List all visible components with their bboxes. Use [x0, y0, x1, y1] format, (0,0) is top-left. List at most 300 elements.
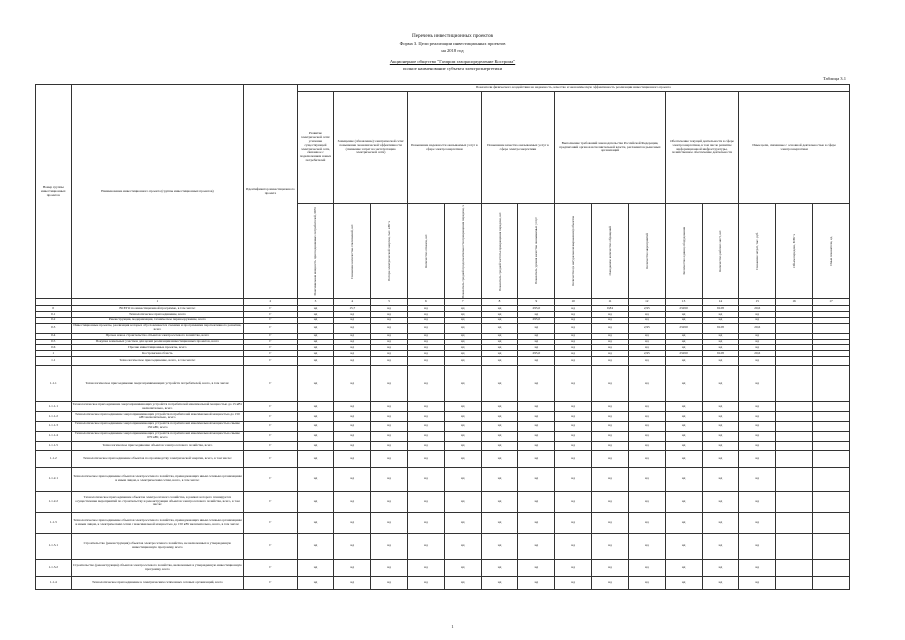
row-name: Покупка земельных участков для целей реализации инвестиционных проектов, всего	[71, 339, 244, 345]
value-cell	[776, 431, 813, 441]
row-id: Г	[244, 323, 297, 333]
value-cell: нд	[628, 533, 665, 559]
value-cell: нд	[371, 402, 408, 412]
value-cell: нд	[628, 441, 665, 450]
value-cell: нд	[481, 412, 518, 422]
value-cell: 295,0	[518, 317, 555, 323]
row-number: 0.6	[36, 345, 72, 351]
value-cell: нд	[481, 576, 518, 589]
value-cell	[776, 512, 813, 533]
sub-header	[702, 204, 739, 299]
value-cell: нд	[481, 431, 518, 441]
value-cell: нд	[518, 323, 555, 333]
value-cell: нд	[297, 317, 334, 323]
value-cell: нд	[665, 357, 702, 366]
value-cell: нд	[297, 306, 334, 312]
value-cell: нд	[297, 357, 334, 366]
row-name: Технологическое присоединение к электрическим сетям иных сетевых организаций, всего	[71, 576, 244, 589]
value-cell: нд	[555, 312, 592, 318]
value-cell: нд	[408, 366, 445, 402]
value-cell: нд	[371, 467, 408, 491]
value-cell: нд	[739, 533, 776, 559]
sub-header-label: Количество мероприятий	[644, 233, 649, 269]
column-number: 5	[371, 299, 408, 306]
value-cell: нд	[665, 345, 702, 351]
row-id: Г	[244, 339, 297, 345]
row-number: 1.1.4	[36, 576, 72, 589]
value-cell: нд	[665, 317, 702, 323]
value-cell: нд	[371, 512, 408, 533]
value-cell: нд	[481, 559, 518, 576]
value-cell: нд	[334, 576, 371, 589]
table-row	[36, 421, 850, 431]
form-subtitle: Форма 3. Цели реализации инвестиционных проектов	[399, 41, 506, 46]
value-cell: нд	[592, 366, 629, 402]
value-cell: нд	[444, 559, 481, 576]
value-cell: нд	[408, 559, 445, 576]
value-cell: нд	[408, 467, 445, 491]
sub-header-label: Иные показатели, ед.	[828, 236, 833, 266]
value-cell: нд	[628, 317, 665, 323]
value-cell: нд	[702, 345, 739, 351]
value-cell: нд	[371, 366, 408, 402]
value-cell: 2,95	[628, 351, 665, 357]
row-id: Г	[244, 412, 297, 422]
value-cell: нд	[592, 312, 629, 318]
value-cell: нд	[481, 366, 518, 402]
value-cell: нд	[665, 366, 702, 402]
value-cell: нд	[297, 345, 334, 351]
value-cell: нд	[334, 323, 371, 333]
value-cell: нд	[555, 317, 592, 323]
value-cell: нд	[408, 317, 445, 323]
value-cell: нд	[555, 412, 592, 422]
value-cell: нд	[555, 512, 592, 533]
investment-table	[35, 84, 850, 590]
value-cell: нд	[297, 351, 334, 357]
row-name: Технологическое присоединение объектов по производству электрической энергии, всего, в том числе:	[71, 450, 244, 467]
sub-header	[371, 204, 408, 299]
value-cell	[812, 441, 849, 450]
value-cell: нд	[628, 576, 665, 589]
column-number: 9	[518, 299, 555, 306]
value-cell: нд	[481, 467, 518, 491]
value-cell: нд	[481, 351, 518, 357]
value-cell: нд	[739, 345, 776, 351]
value-cell	[812, 512, 849, 533]
value-cell: нд	[592, 333, 629, 339]
value-cell: нд	[628, 491, 665, 512]
value-cell: нд	[555, 431, 592, 441]
row-number: 1.1.3	[36, 512, 72, 533]
value-cell: нд	[481, 441, 518, 450]
row-id: Г	[244, 312, 297, 318]
value-cell	[776, 441, 813, 450]
value-cell: нд	[334, 533, 371, 559]
value-cell: нд	[444, 317, 481, 323]
sub-header-label: Показатель уровня качества оказываемых услуг	[534, 217, 539, 285]
value-cell: 295,0	[518, 351, 555, 357]
value-cell: нд	[371, 450, 408, 467]
value-cell: нд	[592, 317, 629, 323]
value-cell: нд	[444, 345, 481, 351]
value-cell: нд	[739, 357, 776, 366]
row-number: 1.1.3.1	[36, 533, 72, 559]
sub-header-label: Количество единиц оборудования	[681, 227, 686, 275]
sub-header-label: Потери электрической энергии, тыс. кВт·ч	[387, 221, 392, 282]
value-cell: нд	[408, 351, 445, 357]
sub-header-label: Объем передачи, МВт·ч	[792, 234, 797, 268]
value-cell: нд	[739, 402, 776, 412]
value-cell: нд	[444, 467, 481, 491]
value-cell	[776, 576, 813, 589]
value-cell: нд	[592, 351, 629, 357]
value-cell: нд	[555, 306, 592, 312]
sub-header	[334, 204, 371, 299]
value-cell: нд	[444, 412, 481, 422]
value-cell: нд	[592, 357, 629, 366]
column-number: 2	[244, 299, 297, 306]
value-cell: нд	[334, 351, 371, 357]
value-cell: 9128	[702, 351, 739, 357]
value-cell: нд	[371, 351, 408, 357]
value-cell: нд	[408, 431, 445, 441]
row-id: Г	[244, 366, 297, 402]
value-cell: нд	[702, 339, 739, 345]
value-cell: нд	[334, 339, 371, 345]
value-cell: нд	[481, 317, 518, 323]
value-cell	[812, 402, 849, 412]
value-cell: нд	[481, 450, 518, 467]
value-cell: нд	[739, 431, 776, 441]
row-id: Г	[244, 402, 297, 412]
value-cell: нд	[555, 345, 592, 351]
row-number: 1.1.1.1	[36, 402, 72, 412]
value-cell: нд	[702, 366, 739, 402]
row-id: Г	[244, 431, 297, 441]
value-cell	[812, 450, 849, 467]
column-number: 4	[334, 299, 371, 306]
value-cell: нд	[518, 491, 555, 512]
value-cell: нд	[297, 312, 334, 318]
value-cell: нд	[371, 559, 408, 576]
row-id: Г	[244, 345, 297, 351]
row-number: 0.5	[36, 339, 72, 345]
value-cell: нд	[408, 412, 445, 422]
value-cell	[776, 450, 813, 467]
row-number: 1.1.2	[36, 450, 72, 467]
table-row	[36, 450, 850, 467]
value-cell: нд	[334, 467, 371, 491]
value-cell: нд	[739, 412, 776, 422]
row-name: Технологическое присоединение энергопринимающих устройств потребителей максимальной мощностью свыше 150 кВт, всего	[71, 421, 244, 431]
value-cell	[812, 431, 849, 441]
value-cell: нд	[592, 412, 629, 422]
value-cell: нд	[518, 339, 555, 345]
value-cell: нд	[408, 402, 445, 412]
value-cell: нд	[555, 576, 592, 589]
value-cell: нд	[739, 576, 776, 589]
value-cell: 295,0	[518, 306, 555, 312]
value-cell: нд	[481, 306, 518, 312]
value-cell	[812, 533, 849, 559]
value-cell: нд	[371, 333, 408, 339]
row-number: 1.1.1.2	[36, 412, 72, 422]
row-id: Г	[244, 421, 297, 431]
sub-header	[776, 204, 813, 299]
row-number: 0.1	[36, 312, 72, 318]
row-number: 0.3	[36, 323, 72, 333]
value-cell: нд	[408, 306, 445, 312]
sub-header	[665, 204, 702, 299]
value-cell	[812, 576, 849, 589]
sub-header-label: Максимальная мощность присоединяемых потребителей, МВт	[313, 206, 318, 296]
table-row	[36, 366, 850, 402]
row-id: Г	[244, 441, 297, 450]
column-number: 7	[444, 299, 481, 306]
sub-header	[481, 204, 518, 299]
row-name: Технологическое присоединение энергопринимающих устройств потребителей, всего, в том числе:	[71, 366, 244, 402]
value-cell: нд	[297, 333, 334, 339]
value-cell: нд	[297, 402, 334, 412]
value-cell: нд	[408, 312, 445, 318]
value-cell: нд	[518, 312, 555, 318]
value-cell: нд	[481, 402, 518, 412]
value-cell	[776, 402, 813, 412]
table-row	[36, 533, 850, 559]
value-cell: нд	[518, 467, 555, 491]
value-cell: нд	[628, 421, 665, 431]
column-number: 14	[702, 299, 739, 306]
row-name: Прочие инвестиционные проекты, всего	[71, 345, 244, 351]
value-cell: нд	[297, 491, 334, 512]
sub-header-label: Количество отказов, шт.	[423, 234, 428, 269]
value-cell: нд	[481, 312, 518, 318]
value-cell: нд	[592, 533, 629, 559]
value-cell: нд	[481, 512, 518, 533]
value-cell: нд	[702, 559, 739, 576]
value-cell: нд	[739, 559, 776, 576]
sub-header	[628, 204, 665, 299]
value-cell: нд	[371, 306, 408, 312]
value-cell: нд	[592, 559, 629, 576]
value-cell: 23450	[665, 323, 702, 333]
value-cell: нд	[628, 357, 665, 366]
row-name: Костромская область	[71, 351, 244, 357]
value-cell: нд	[371, 431, 408, 441]
column-number: 15	[739, 299, 776, 306]
value-cell: нд	[444, 333, 481, 339]
value-cell: нд	[628, 339, 665, 345]
sub-header	[518, 204, 555, 299]
value-cell: нд	[334, 357, 371, 366]
value-cell: нд	[555, 366, 592, 402]
row-id: Г	[244, 533, 297, 559]
value-cell: нд	[371, 345, 408, 351]
value-cell: нд	[371, 357, 408, 366]
value-cell: нд	[702, 512, 739, 533]
value-cell: нд	[628, 402, 665, 412]
col-header-number: Номер группы инвестиционных проектов	[36, 85, 72, 299]
table-row	[36, 431, 850, 441]
value-cell: нд	[334, 441, 371, 450]
sub-header-label: Ожидаемое количество обращений	[607, 226, 612, 276]
value-cell: нд	[555, 323, 592, 333]
value-cell: нд	[665, 421, 702, 431]
value-cell: нд	[444, 512, 481, 533]
column-number: 6	[408, 299, 445, 306]
row-name: Технологическое присоединение, всего, в том числе:	[71, 357, 244, 366]
row-id: Г	[244, 467, 297, 491]
row-name: Технологическое присоединение объектов электросетевого хозяйства, принадлежащих иным сетевым организациям и иным лицам, к электрическим сетям, всего, в том числе:	[71, 467, 244, 491]
value-cell: нд	[628, 431, 665, 441]
table-row	[36, 357, 850, 366]
value-cell: 2,95	[628, 323, 665, 333]
value-cell: нд	[444, 357, 481, 366]
value-cell: нд	[555, 339, 592, 345]
row-name: Технологическое присоединение энергопринимающих устройств потребителей максимальной мощностью до 150 кВт включительно, всего	[71, 412, 244, 422]
value-cell: 20,6	[739, 306, 776, 312]
sub-header	[812, 204, 849, 299]
sub-header	[444, 204, 481, 299]
value-cell: нд	[408, 491, 445, 512]
row-name: Строительство (реконструкция) объектов электросетевого хозяйства, включенных в утвержденную инвестиционную программу, всего	[71, 559, 244, 576]
value-cell: нд	[444, 491, 481, 512]
value-cell: нд	[518, 333, 555, 339]
value-cell: нд	[702, 357, 739, 366]
value-cell: нд	[739, 317, 776, 323]
value-cell: нд	[408, 357, 445, 366]
table-row	[36, 559, 850, 576]
table-row	[36, 323, 850, 333]
value-cell: нд	[444, 431, 481, 441]
value-cell: нд	[334, 402, 371, 412]
value-cell: нд	[371, 576, 408, 589]
value-cell: нд	[665, 512, 702, 533]
value-cell: нд	[444, 402, 481, 412]
value-cell: нд	[555, 533, 592, 559]
value-cell: 20,6	[739, 323, 776, 333]
value-cell: нд	[628, 345, 665, 351]
sub-header-label: Количество (в натуральном выражении) объектов	[571, 216, 576, 286]
value-cell: нд	[481, 339, 518, 345]
value-cell: нд	[518, 450, 555, 467]
row-number: 1.1	[36, 357, 72, 366]
form-year: на 2018 год	[441, 48, 464, 53]
value-cell: нд	[702, 312, 739, 318]
value-cell: нд	[592, 323, 629, 333]
value-cell: 15,7	[334, 306, 371, 312]
row-name: ВСЕГО по инвестиционной программе, в том числе:	[71, 306, 244, 312]
value-cell: нд	[702, 450, 739, 467]
value-cell: 9128	[702, 323, 739, 333]
value-cell: нд	[408, 576, 445, 589]
value-cell: нд	[408, 533, 445, 559]
value-cell: нд	[297, 339, 334, 345]
value-cell: нд	[444, 533, 481, 559]
value-cell: нд	[408, 450, 445, 467]
value-cell: нд	[555, 333, 592, 339]
row-number: 1.1.1	[36, 366, 72, 402]
value-cell: нд	[297, 559, 334, 576]
value-cell: нд	[481, 333, 518, 339]
row-number: 0	[36, 306, 72, 312]
value-cell: нд	[444, 576, 481, 589]
row-number: 1.1.1.5	[36, 441, 72, 450]
row-name: Строительство (реконструкция) объектов электросетевого хозяйства, не включенных в утвержденную инвестиционную программу, всего	[71, 533, 244, 559]
value-cell: нд	[518, 431, 555, 441]
value-cell: нд	[665, 431, 702, 441]
value-cell: нд	[592, 402, 629, 412]
row-id: Г	[244, 450, 297, 467]
row-id: Г	[244, 576, 297, 589]
value-cell: нд	[555, 467, 592, 491]
value-cell: нд	[408, 512, 445, 533]
value-cell	[812, 366, 849, 402]
group-desc: Повышение надежности оказываемых услуг в сфере электроэнергетики	[408, 92, 482, 204]
column-number: 3	[297, 299, 334, 306]
value-cell	[776, 467, 813, 491]
value-cell: нд	[334, 317, 371, 323]
value-cell: нд	[481, 357, 518, 366]
group-desc: Иные цели, связанные с основной деятельностью в сфере электроэнергетики	[739, 92, 850, 204]
value-cell: нд	[555, 441, 592, 450]
row-number: 1	[36, 351, 72, 357]
value-cell: нд	[702, 317, 739, 323]
sub-header-label: Показатель средней частоты прекращения передачи, шт.	[497, 211, 502, 291]
value-cell: нд	[444, 366, 481, 402]
value-cell: нд	[518, 441, 555, 450]
group-desc: Развитие электрической сети/усиление существующей электрической сети, связанное с подключением новых потребителей	[297, 92, 334, 204]
value-cell: нд	[334, 421, 371, 431]
document-title: Перечень инвестиционных проектов	[411, 33, 493, 39]
value-cell: нд	[444, 323, 481, 333]
value-cell: нд	[297, 576, 334, 589]
group-desc: Обеспечение текущей деятельности в сфере электроэнергетики, в том числе развитие информационной инфраструктуры, хозяйственное обеспечение деятельности	[665, 92, 739, 204]
value-cell: нд	[628, 412, 665, 422]
row-number: 1.1.2.2	[36, 491, 72, 512]
row-number: 0.2	[36, 317, 72, 323]
value-cell: нд	[297, 441, 334, 450]
sub-header-label: Снижение затрат, тыс. руб.	[755, 232, 760, 270]
company-note: полное наименование субъекта электроэнергетики	[402, 66, 503, 71]
value-cell	[776, 491, 813, 512]
group-desc: Повышение качества оказываемых услуг в сфере электроэнергетики	[481, 92, 555, 204]
table-row	[36, 441, 850, 450]
value-cell: нд	[702, 421, 739, 431]
value-cell	[812, 467, 849, 491]
table-row	[36, 512, 850, 533]
value-cell	[776, 412, 813, 422]
value-cell: нд	[444, 421, 481, 431]
value-cell: нд	[334, 312, 371, 318]
value-cell: нд	[592, 576, 629, 589]
value-cell: нд	[371, 312, 408, 318]
value-cell	[776, 533, 813, 559]
sub-header-label: Показатель средней продолжительности прекращения передачи, ч	[460, 204, 465, 298]
row-id: Г	[244, 559, 297, 576]
value-cell: нд	[297, 323, 334, 333]
row-id: Г	[244, 317, 297, 323]
value-cell: нд	[592, 491, 629, 512]
row-id: Г	[244, 306, 297, 312]
value-cell: нд	[334, 431, 371, 441]
sub-header	[297, 204, 334, 299]
value-cell: нд	[297, 431, 334, 441]
value-cell: 23450	[665, 306, 702, 312]
row-number: 1.1.3.2	[36, 559, 72, 576]
value-cell: нд	[334, 559, 371, 576]
